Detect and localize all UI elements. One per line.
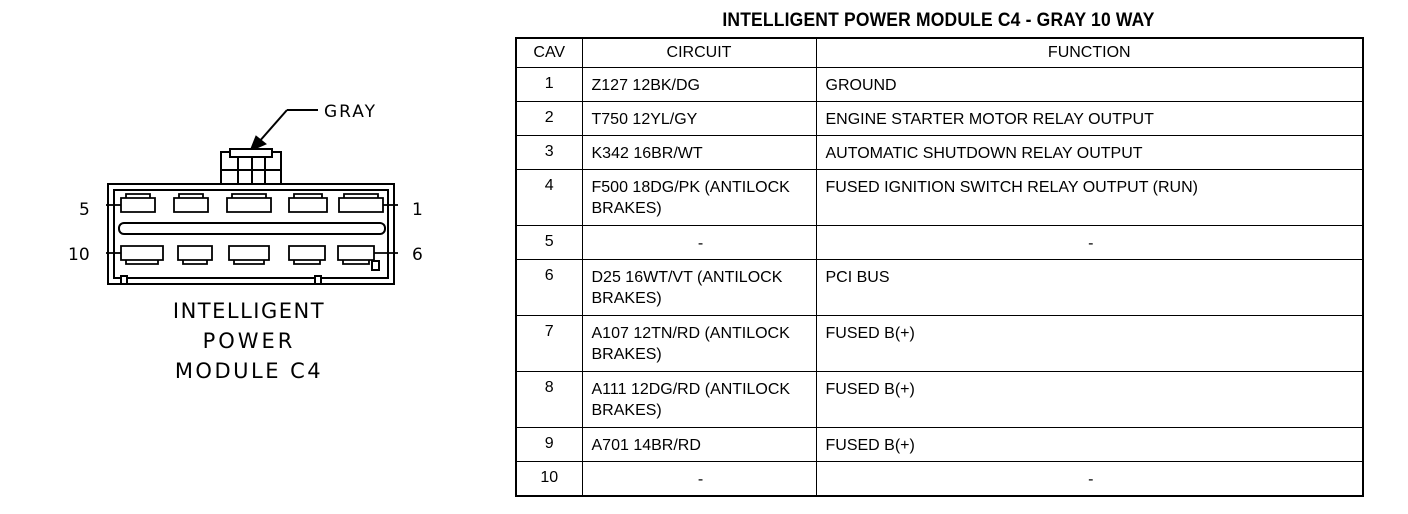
cav-cell: 4: [516, 170, 582, 226]
connector-latch: [221, 149, 281, 185]
cav-cell: 3: [516, 136, 582, 170]
cav-cell: 10: [516, 462, 582, 497]
table-title: INTELLIGENT POWER MODULE C4 - GRAY 10 WAY: [722, 10, 1155, 31]
function-cell: ENGINE STARTER MOTOR RELAY OUTPUT: [816, 102, 1363, 136]
caption-line-1: INTELLIGENT: [172, 299, 326, 323]
cavity-2: [289, 194, 327, 212]
circuit-cell: F500 18DG/PK (ANTILOCK BRAKES): [582, 170, 816, 226]
table-row: [516, 136, 1363, 170]
function-cell: -: [816, 462, 1363, 497]
cav-cell: 1: [516, 68, 582, 102]
circuit-cell: T750 12YL/GY: [582, 102, 816, 136]
function-cell: -: [816, 226, 1363, 260]
function-cell: AUTOMATIC SHUTDOWN RELAY OUTPUT: [816, 136, 1363, 170]
cavity-8: [229, 246, 269, 264]
caption-line-3: MODULE C4: [174, 359, 324, 383]
function-cell: FUSED B(+): [816, 372, 1363, 428]
cavity-9: [178, 246, 212, 264]
header-circuit: CIRCUIT: [582, 38, 816, 68]
table-row: [516, 170, 1363, 226]
function-cell: FUSED B(+): [816, 316, 1363, 372]
circuit-cell: -: [582, 226, 816, 260]
cav-cell: 9: [516, 428, 582, 462]
cav-cell: 7: [516, 316, 582, 372]
circuit-cell: A107 12TN/RD (ANTILOCK BRAKES): [582, 316, 816, 372]
header-cav: CAV: [516, 38, 582, 68]
function-cell: FUSED IGNITION SWITCH RELAY OUTPUT (RUN): [816, 170, 1363, 226]
table-row: [516, 102, 1363, 136]
table-row: [516, 372, 1363, 428]
connector-diagram: [0, 0, 510, 514]
cavity-3: [227, 194, 271, 212]
pin-label-5: 5: [79, 200, 90, 220]
pin-label-6: 6: [412, 245, 423, 265]
cavity-7: [289, 246, 325, 264]
circuit-cell: A111 12DG/RD (ANTILOCK BRAKES): [582, 372, 816, 428]
pinout-table: [515, 37, 1364, 497]
cav-cell: 8: [516, 372, 582, 428]
pin-label-1: 1: [412, 200, 423, 220]
circuit-cell: D25 16WT/VT (ANTILOCK BRAKES): [582, 260, 816, 316]
table-row: [516, 462, 1363, 497]
pin-label-10: 10: [68, 245, 90, 265]
function-cell: PCI BUS: [816, 260, 1363, 316]
table-row: [516, 428, 1363, 462]
header-function: FUNCTION: [816, 38, 1363, 68]
caption-line-2: POWER: [202, 329, 296, 353]
cavity-5: [121, 194, 155, 212]
circuit-cell: K342 16BR/WT: [582, 136, 816, 170]
circuit-cell: -: [582, 462, 816, 497]
circuit-cell: A701 14BR/RD: [582, 428, 816, 462]
table-row: [516, 316, 1363, 372]
cavity-6: [338, 246, 374, 264]
function-cell: FUSED B(+): [816, 428, 1363, 462]
table-row: [516, 226, 1363, 260]
table-header-row: [516, 38, 1363, 68]
cavity-1: [339, 194, 383, 212]
circuit-cell: Z127 12BK/DG: [582, 68, 816, 102]
function-cell: GROUND: [816, 68, 1363, 102]
gray-wire-label: GRAY: [324, 102, 377, 122]
cavity-4: [174, 194, 208, 212]
cav-cell: 5: [516, 226, 582, 260]
cavity-10: [121, 246, 163, 264]
cav-cell: 6: [516, 260, 582, 316]
cav-cell: 2: [516, 102, 582, 136]
table-row: [516, 260, 1363, 316]
table-row: [516, 68, 1363, 102]
gray-leader-arrow: [250, 110, 318, 151]
